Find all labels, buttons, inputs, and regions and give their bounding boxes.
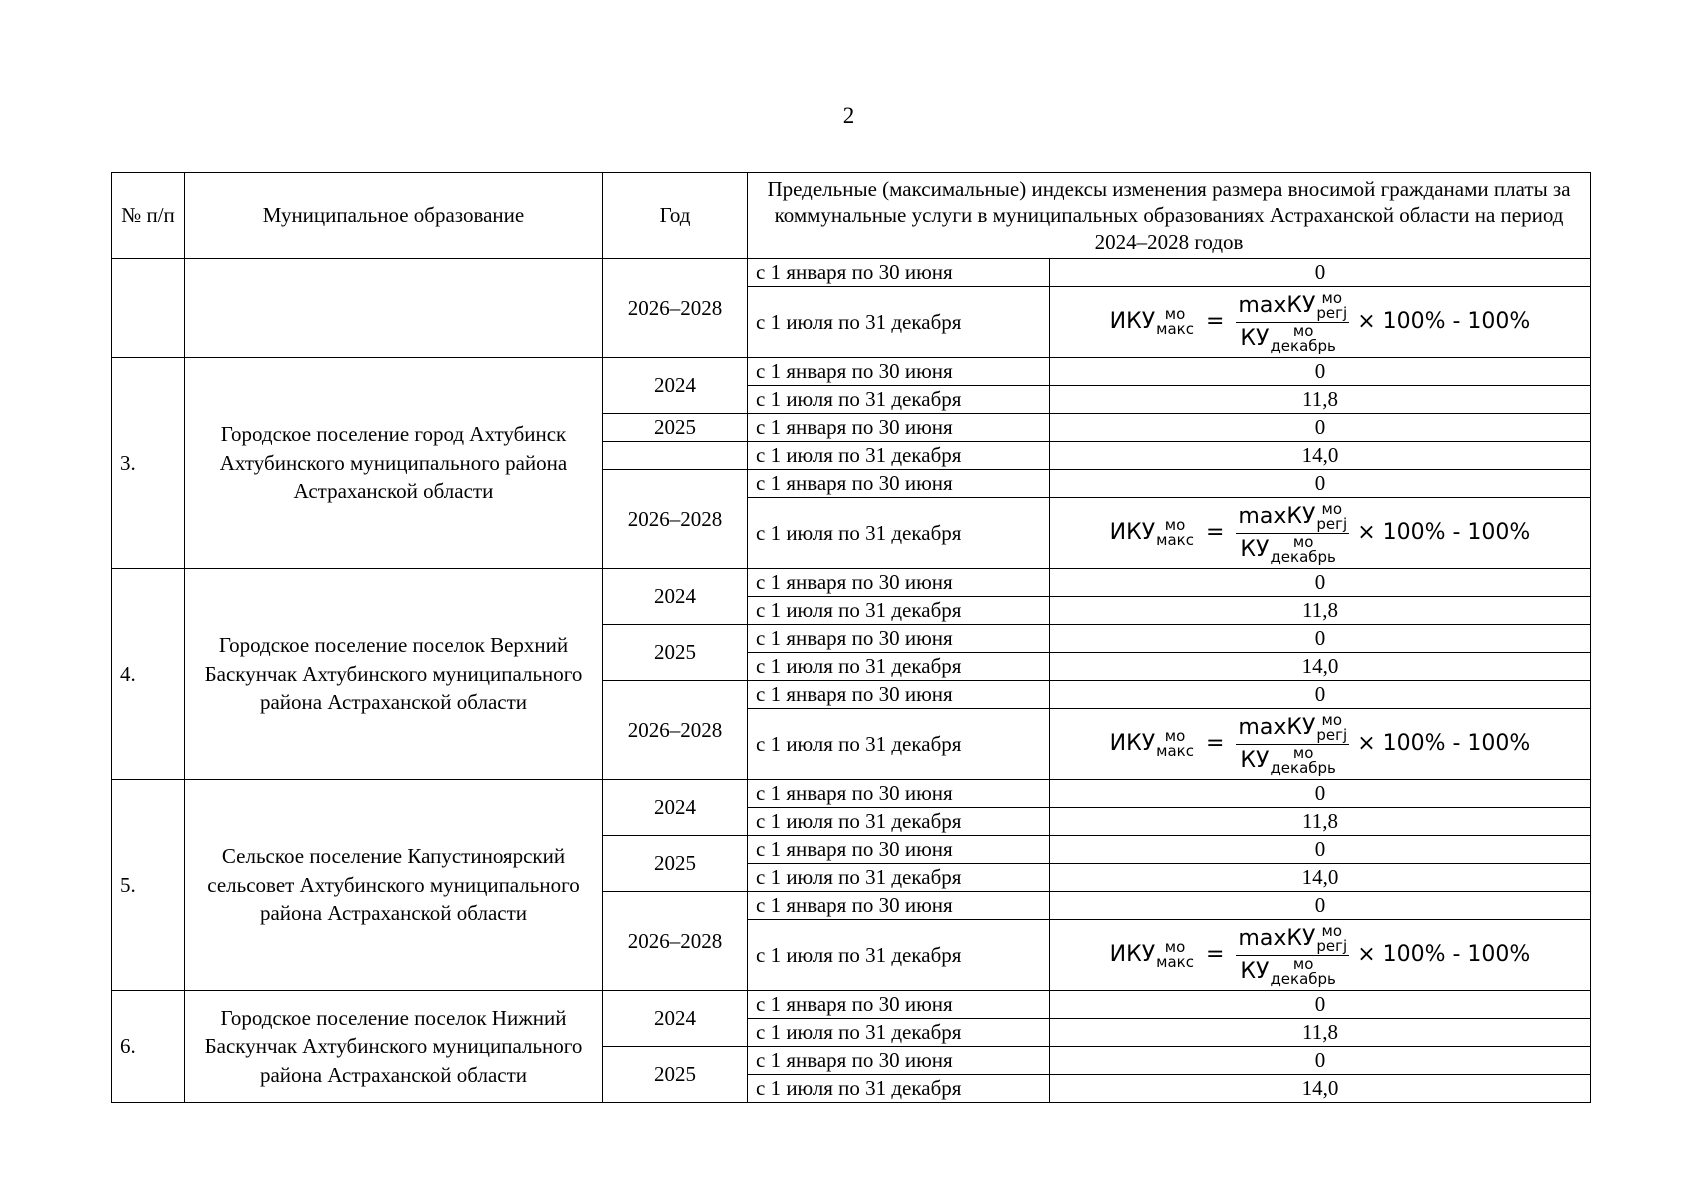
table-row xyxy=(112,358,1591,386)
indices-table xyxy=(111,172,1591,1103)
index-value: 0 xyxy=(1050,1047,1591,1075)
formula-num-indices xyxy=(1316,499,1348,533)
formula-den-indices xyxy=(1270,532,1336,566)
formula-den-sup: мо xyxy=(1292,321,1314,340)
formula-denominator xyxy=(1236,956,1338,987)
period-cell: с 1 января по 30 июня xyxy=(748,470,1050,498)
index-value: 0 xyxy=(1050,836,1591,864)
index-formula xyxy=(1109,288,1531,355)
year-cell: 2025 xyxy=(603,625,748,681)
formula-lhs-sup: мо xyxy=(1164,305,1186,323)
formula-fraction xyxy=(1236,921,1349,988)
index-formula xyxy=(1109,710,1531,777)
municipality-name: Сельское поселение Капустиноярский сельсовет Ахтубинского муниципального района Астраханской области xyxy=(185,780,603,991)
formula-lhs: ИКУ xyxy=(1109,309,1156,335)
municipality-name: Городское поселение поселок Нижний Баскунчак Ахтубинского муниципального района Астраханской области xyxy=(185,991,603,1103)
period-cell: с 1 июля по 31 декабря xyxy=(748,709,1050,780)
period-cell: с 1 июля по 31 декабря xyxy=(748,920,1050,991)
formula-tail: × 100% - 100% xyxy=(1357,309,1531,335)
period-cell: с 1 июля по 31 декабря xyxy=(748,653,1050,681)
period-cell: с 1 января по 30 июня xyxy=(748,1047,1050,1075)
period-cell: с 1 июля по 31 декабря xyxy=(748,442,1050,470)
year-cell: 2025 xyxy=(603,414,748,442)
period-cell: с 1 июля по 31 декабря xyxy=(748,498,1050,569)
formula-tail: × 100% - 100% xyxy=(1357,942,1531,968)
formula-lhs-sub: макс xyxy=(1156,953,1194,971)
year-cell: 2024 xyxy=(603,780,748,836)
table-row xyxy=(112,259,1591,287)
formula-num-sub: регj xyxy=(1316,514,1348,533)
index-value: 0 xyxy=(1050,681,1591,709)
formula-num-text: maxКУ xyxy=(1238,292,1316,318)
formula-lhs-sub: макс xyxy=(1156,531,1194,549)
row-number: 4. xyxy=(112,569,185,780)
table-row xyxy=(112,991,1591,1019)
index-value: 0 xyxy=(1050,780,1591,808)
index-value: 14,0 xyxy=(1050,442,1591,470)
year-cell: 2025 xyxy=(603,836,748,892)
row-number: 6. xyxy=(112,991,185,1103)
formula-den-sub: декабрь xyxy=(1270,547,1336,566)
formula-fraction xyxy=(1236,288,1349,355)
formula-lhs-sub: макс xyxy=(1156,320,1194,338)
formula-den-sup: мо xyxy=(1292,743,1314,762)
formula-num-sup: мо xyxy=(1321,921,1343,940)
formula-lhs-indices xyxy=(1156,729,1194,759)
formula-num-indices xyxy=(1316,710,1348,744)
formula-num-sub: регj xyxy=(1316,725,1348,744)
index-formula xyxy=(1109,499,1531,566)
period-cell: с 1 июля по 31 декабря xyxy=(748,287,1050,358)
index-value: 0 xyxy=(1050,569,1591,597)
year-cell: 2026–2028 xyxy=(603,892,748,991)
index-formula xyxy=(1109,921,1531,988)
year-cell: 2026–2028 xyxy=(603,259,748,358)
formula-den-text: КУ xyxy=(1240,325,1270,351)
formula-den-sub: декабрь xyxy=(1270,336,1336,355)
index-value: 0 xyxy=(1050,470,1591,498)
formula-num-sup: мо xyxy=(1321,499,1343,518)
page-number: 2 xyxy=(842,103,855,128)
year-cell-empty xyxy=(603,442,748,470)
period-cell: с 1 июля по 31 декабря xyxy=(748,597,1050,625)
period-cell: с 1 июля по 31 декабря xyxy=(748,1075,1050,1103)
index-value: 11,8 xyxy=(1050,1019,1591,1047)
index-value: 14,0 xyxy=(1050,864,1591,892)
formula-den-indices xyxy=(1270,321,1336,355)
formula-num-text: maxКУ xyxy=(1238,714,1316,740)
formula-eq: = xyxy=(1205,309,1225,335)
period-cell: с 1 января по 30 июня xyxy=(748,892,1050,920)
period-cell: с 1 января по 30 июня xyxy=(748,358,1050,386)
formula-num-text: maxКУ xyxy=(1238,503,1316,529)
period-cell: с 1 января по 30 июня xyxy=(748,625,1050,653)
index-value: 0 xyxy=(1050,414,1591,442)
formula-num-sub: регj xyxy=(1316,936,1348,955)
formula-den-sup: мо xyxy=(1292,532,1314,551)
formula-num-sup: мо xyxy=(1321,288,1343,307)
formula-lhs-sub: макс xyxy=(1156,742,1194,760)
formula-cell xyxy=(1050,709,1591,780)
header-num: № п/п xyxy=(112,173,185,259)
formula-denominator xyxy=(1236,323,1338,354)
year-cell: 2024 xyxy=(603,569,748,625)
formula-eq: = xyxy=(1205,731,1225,757)
formula-den-indices xyxy=(1270,954,1336,988)
period-cell: с 1 января по 30 июня xyxy=(748,780,1050,808)
index-value: 14,0 xyxy=(1050,653,1591,681)
formula-eq: = xyxy=(1205,942,1225,968)
year-cell: 2026–2028 xyxy=(603,470,748,569)
period-cell: с 1 января по 30 июня xyxy=(748,414,1050,442)
formula-numerator xyxy=(1236,288,1349,323)
formula-num-sup: мо xyxy=(1321,710,1343,729)
formula-tail: × 100% - 100% xyxy=(1357,520,1531,546)
formula-lhs: ИКУ xyxy=(1109,731,1156,757)
formula-numerator xyxy=(1236,499,1349,534)
formula-cell xyxy=(1050,498,1591,569)
formula-numerator xyxy=(1236,710,1349,745)
formula-den-indices xyxy=(1270,743,1336,777)
index-value: 11,8 xyxy=(1050,386,1591,414)
formula-lhs-sup: мо xyxy=(1164,516,1186,534)
period-cell: с 1 января по 30 июня xyxy=(748,991,1050,1019)
header-year: Год xyxy=(603,173,748,259)
index-value: 11,8 xyxy=(1050,597,1591,625)
index-value: 0 xyxy=(1050,991,1591,1019)
row-number: 5. xyxy=(112,780,185,991)
formula-den-sup: мо xyxy=(1292,954,1314,973)
header-municipality: Муниципальное образование xyxy=(185,173,603,259)
period-cell: с 1 января по 30 июня xyxy=(748,259,1050,287)
table-row xyxy=(112,569,1591,597)
formula-denominator xyxy=(1236,745,1338,776)
table-row xyxy=(112,780,1591,808)
formula-den-text: КУ xyxy=(1240,747,1270,773)
formula-lhs-indices xyxy=(1156,307,1194,337)
period-cell: с 1 января по 30 июня xyxy=(748,681,1050,709)
formula-numerator xyxy=(1236,921,1349,956)
row-number: 3. xyxy=(112,358,185,569)
formula-lhs-sup: мо xyxy=(1164,938,1186,956)
formula-lhs-indices xyxy=(1156,518,1194,548)
index-value: 0 xyxy=(1050,625,1591,653)
formula-denominator xyxy=(1236,534,1338,565)
year-cell: 2024 xyxy=(603,358,748,414)
formula-lhs-indices xyxy=(1156,940,1194,970)
year-cell: 2024 xyxy=(603,991,748,1047)
period-cell: с 1 июля по 31 декабря xyxy=(748,808,1050,836)
formula-den-text: КУ xyxy=(1240,536,1270,562)
period-cell: с 1 июля по 31 декабря xyxy=(748,864,1050,892)
formula-cell xyxy=(1050,287,1591,358)
formula-num-indices xyxy=(1316,921,1348,955)
formula-den-text: КУ xyxy=(1240,958,1270,984)
formula-den-sub: декабрь xyxy=(1270,969,1336,988)
index-value: 0 xyxy=(1050,892,1591,920)
period-cell: с 1 января по 30 июня xyxy=(748,836,1050,864)
period-cell: с 1 июля по 31 декабря xyxy=(748,386,1050,414)
table-header-row xyxy=(112,173,1591,259)
period-cell: с 1 июля по 31 декабря xyxy=(748,1019,1050,1047)
year-cell: 2026–2028 xyxy=(603,681,748,780)
formula-den-sub: декабрь xyxy=(1270,758,1336,777)
formula-fraction xyxy=(1236,710,1349,777)
index-value: 11,8 xyxy=(1050,808,1591,836)
index-value: 0 xyxy=(1050,259,1591,287)
year-cell: 2025 xyxy=(603,1047,748,1103)
formula-lhs: ИКУ xyxy=(1109,520,1156,546)
formula-num-sub: регj xyxy=(1316,303,1348,322)
formula-lhs: ИКУ xyxy=(1109,942,1156,968)
formula-eq: = xyxy=(1205,520,1225,546)
municipality-name: Городское поселение город Ахтубинск Ахтубинского муниципального района Астраханской области xyxy=(185,358,603,569)
row-number xyxy=(112,259,185,358)
formula-cell xyxy=(1050,920,1591,991)
formula-num-text: maxКУ xyxy=(1238,925,1316,951)
header-indices: Предельные (максимальные) индексы изменения размера вносимой гражданами платы за коммунальные услуги в муниципальных образованиях Астраханской области на период 2024–2028 годов xyxy=(748,173,1591,259)
period-cell: с 1 января по 30 июня xyxy=(748,569,1050,597)
index-value: 0 xyxy=(1050,358,1591,386)
formula-lhs-sup: мо xyxy=(1164,727,1186,745)
formula-fraction xyxy=(1236,499,1349,566)
municipality-name xyxy=(185,259,603,358)
index-value: 14,0 xyxy=(1050,1075,1591,1103)
municipality-name: Городское поселение поселок Верхний Баскунчак Ахтубинского муниципального района Астраханской области xyxy=(185,569,603,780)
formula-num-indices xyxy=(1316,288,1348,322)
formula-tail: × 100% - 100% xyxy=(1357,731,1531,757)
